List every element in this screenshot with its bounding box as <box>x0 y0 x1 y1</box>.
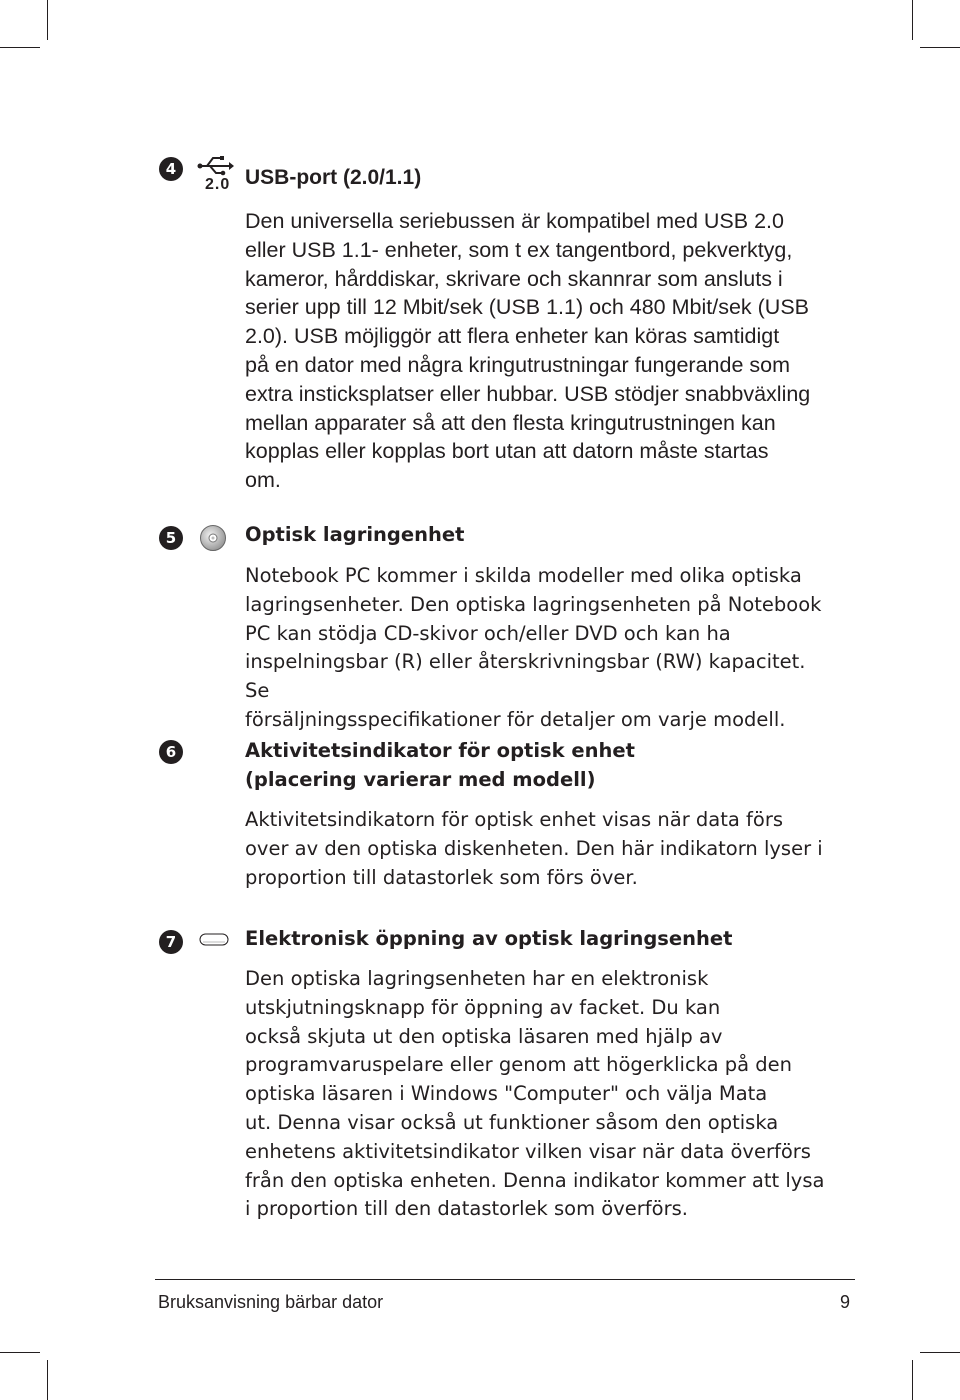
section-body: Notebook PC kommer i skilda modeller med olika optiska lagringsenheter. Den optiska lagringsenheten på Notebook PC kan stödja CD-skivor och/eller DVD och kan ha inspelningsbar (R) eller återskrivningsbar (RW) kapacitet. Se försäljningsspecifikationer för detaljer om varje modell. <box>245 564 822 731</box>
eject-button-icon <box>199 932 229 946</box>
optical-disc-icon <box>199 524 227 552</box>
section-number-7: 7 <box>159 930 183 954</box>
crop-mark <box>47 1360 48 1400</box>
footer-rule <box>155 1279 855 1280</box>
section-body: Aktivitetsindikatorn för optisk enhet visas när data förs over av den optiska diskenheten. Den här indikatorn lyser i proportion till datastorlek som förs över. <box>245 808 823 889</box>
section-number-4: 4 <box>159 157 183 181</box>
section-heading: Aktivitetsindikator för optisk enhet (placering varierar med modell) <box>245 739 635 791</box>
section-body: Den universella seriebussen är kompatibel med USB 2.0 eller USB 1.1- enheter, som t ex tangentbord, pekverktyg, kameror, hårddiskar, skrivare och skannrar som ansluts i serier upp till 12 Mbit/sek (USB 1.1) och 480 Mbit/sek (USB 2.0). USB möjliggör att flera enheter kan köras samtidigt på en dator med några kringutrustningar fungerande som extra insticksplatser eller hubbar. USB stödjer snabbväxling mellan apparater så att den flesta kringutrustningen kan kopplas eller kopplas bort utan att datorn måste startas om. <box>245 209 811 493</box>
crop-mark <box>920 1352 960 1353</box>
section-number-6: 6 <box>159 740 183 764</box>
crop-mark <box>0 47 40 48</box>
section-heading: Optisk lagringenhet <box>245 523 465 546</box>
crop-mark <box>47 0 48 40</box>
crop-mark <box>920 47 960 48</box>
section-heading: Elektronisk öppning av optisk lagringsenhet <box>245 927 733 950</box>
crop-mark <box>0 1352 40 1353</box>
usb-version-label: 2.0 <box>205 176 231 193</box>
crop-mark <box>912 1360 913 1400</box>
section-body: Den optiska lagringsenheten har en elektronisk utskjutningsknapp för öppning av facket. Du kan också skjuta ut den optiska läsaren med hjälp av programvaruspelare eller genom att högerklicka på den optiska läsaren i Windows "Computer" och välja Mata ut. Denna visar också ut funktioner såsom den optiska enhetens aktivitetsindikator vilken visar när data överförs från den optiska enheten. Denna indikator kommer att lysa i proportion till den datastorlek som överförs. <box>245 967 825 1221</box>
page-number: 9 <box>840 1292 851 1312</box>
section-heading: USB-port (2.0/1.1) <box>245 166 422 189</box>
section-number-5: 5 <box>159 526 183 550</box>
crop-mark <box>912 0 913 40</box>
footer-title: Bruksanvisning bärbar dator <box>158 1292 384 1312</box>
